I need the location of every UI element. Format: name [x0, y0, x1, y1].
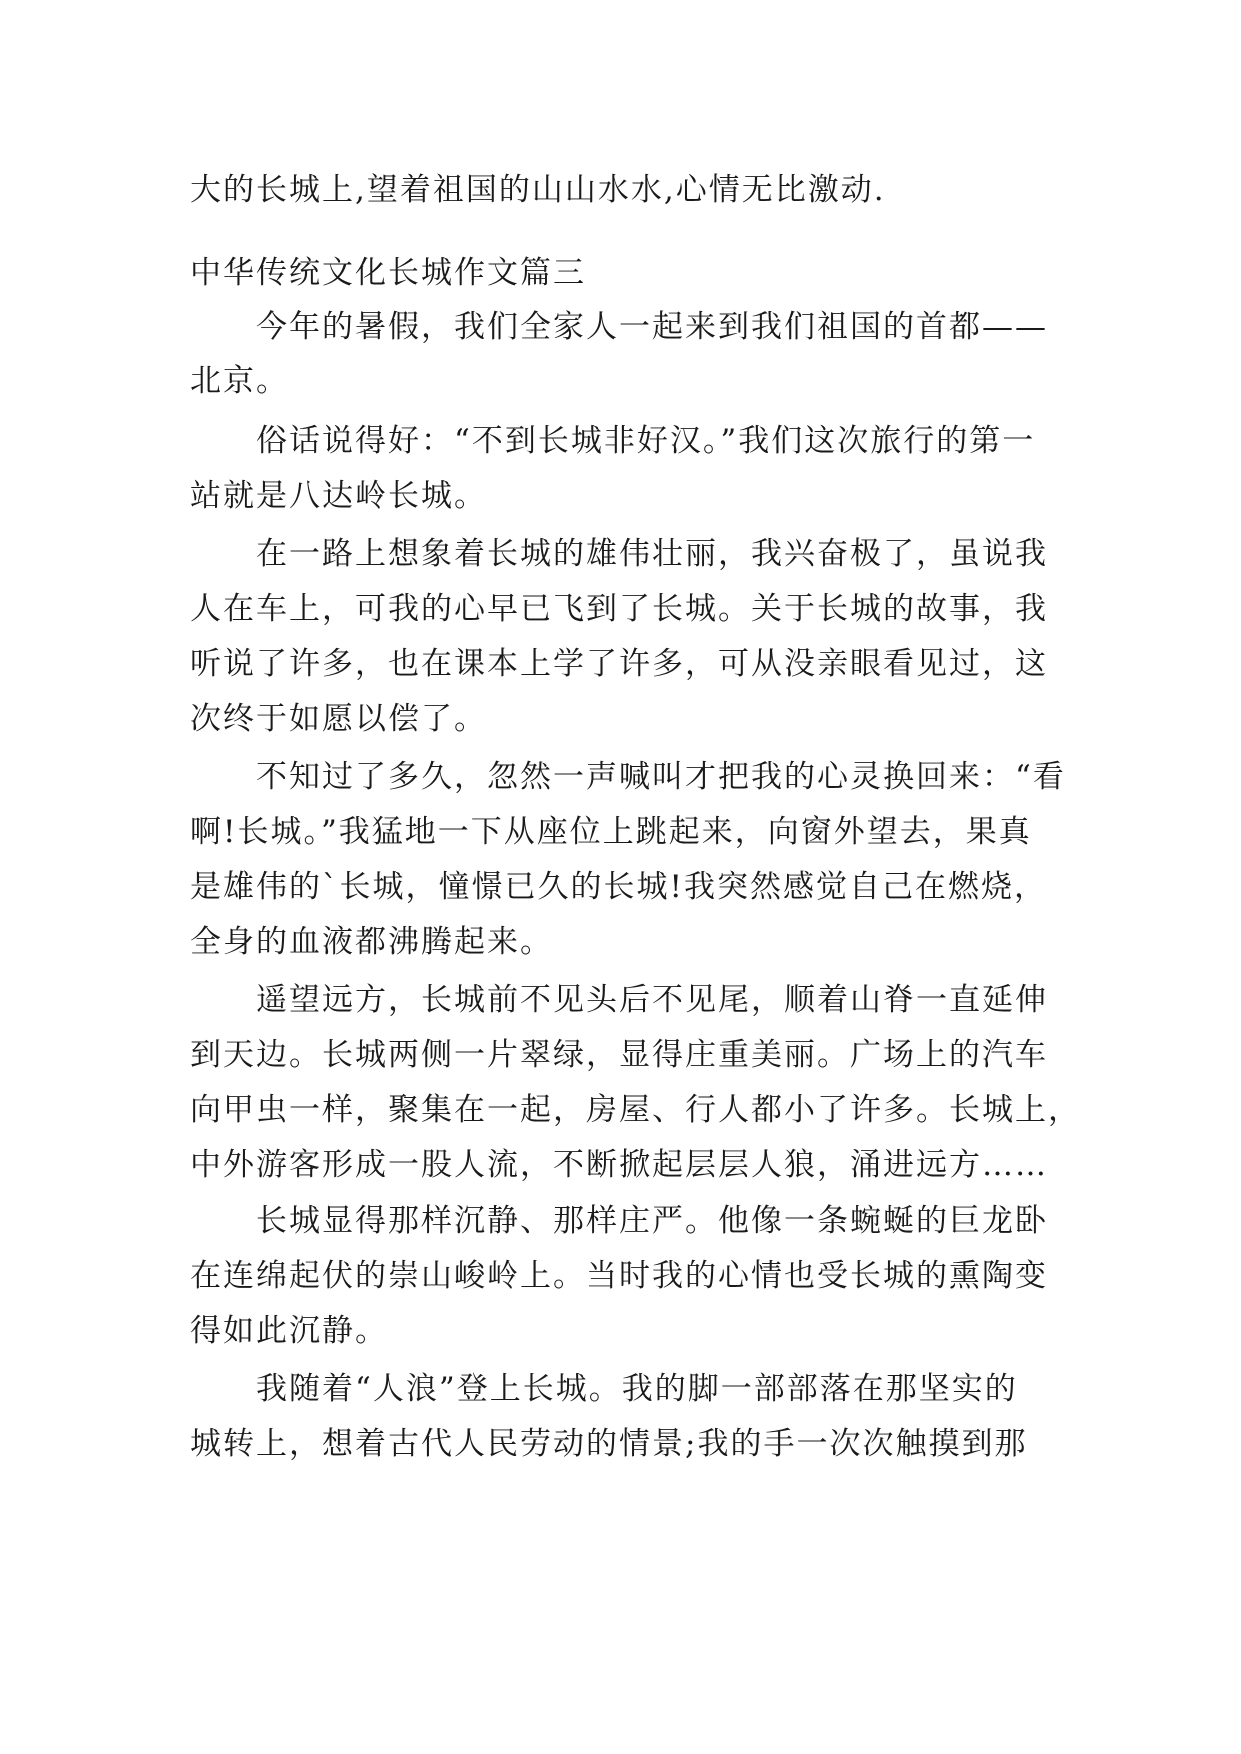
paragraph-line: 人在车上，可我的心早已飞到了长城。关于长城的故事，我 — [190, 591, 1048, 627]
paragraph-line: 北京。 — [190, 363, 289, 399]
paragraph-line: 啊!长城。”我猛地一下从座位上跳起来，向窗外望去，果真 — [190, 814, 1032, 850]
paragraph-line: 城转上，想着古代人民劳动的情景;我的手一次次触摸到那 — [190, 1426, 1028, 1462]
paragraph-line: 是雄伟的`长城，憧憬已久的长城!我突然感觉自己在燃烧， — [190, 869, 1047, 905]
paragraph-line: 在一路上想象着长城的雄伟壮丽，我兴奋极了，虽说我 — [256, 536, 1048, 572]
paragraph-line: 俗话说得好：“不到长城非好汉。”我们这次旅行的第一 — [256, 423, 1036, 459]
paragraph-line: 不知过了多久，忽然一声喊叫才把我的心灵换回来：“看 — [256, 759, 1066, 795]
paragraph-line: 到天边。长城两侧一片翠绿，显得庄重美丽。广场上的汽车 — [190, 1037, 1048, 1073]
paragraph-line: 站就是八达岭长城。 — [190, 478, 487, 514]
paragraph-line: 向甲虫一样，聚集在一起，房屋、行人都小了许多。长城上， — [190, 1092, 1081, 1128]
paragraph-line: 在连绵起伏的崇山峻岭上。当时我的心情也受长城的熏陶变 — [190, 1258, 1048, 1294]
top-fragment-text: 大的长城上,望着祖国的山山水水,心情无比激动. — [190, 172, 886, 208]
paragraph-line: 次终于如愿以偿了。 — [190, 701, 487, 737]
paragraph-line: 遥望远方，长城前不见头后不见尾，顺着山脊一直延伸 — [256, 982, 1048, 1018]
paragraph-line: 听说了许多，也在课本上学了许多，可从没亲眼看见过，这 — [190, 646, 1048, 682]
paragraph-line: 得如此沉静。 — [190, 1313, 388, 1349]
paragraph-line: 中外游客形成一股人流，不断掀起层层人狼，涌进远方…… — [190, 1147, 1048, 1183]
paragraph-line: 全身的血液都沸腾起来。 — [190, 924, 553, 960]
paragraph-line: 今年的暑假，我们全家人一起来到我们祖国的首都—— — [256, 309, 1048, 345]
section-title: 中华传统文化长城作文篇三 — [190, 255, 586, 291]
paragraph-line: 我随着“人浪”登上长城。我的脚一部部落在那坚实的 — [256, 1371, 1018, 1407]
paragraph-line: 长城显得那样沉静、那样庄严。他像一条蜿蜒的巨龙卧 — [256, 1203, 1048, 1239]
